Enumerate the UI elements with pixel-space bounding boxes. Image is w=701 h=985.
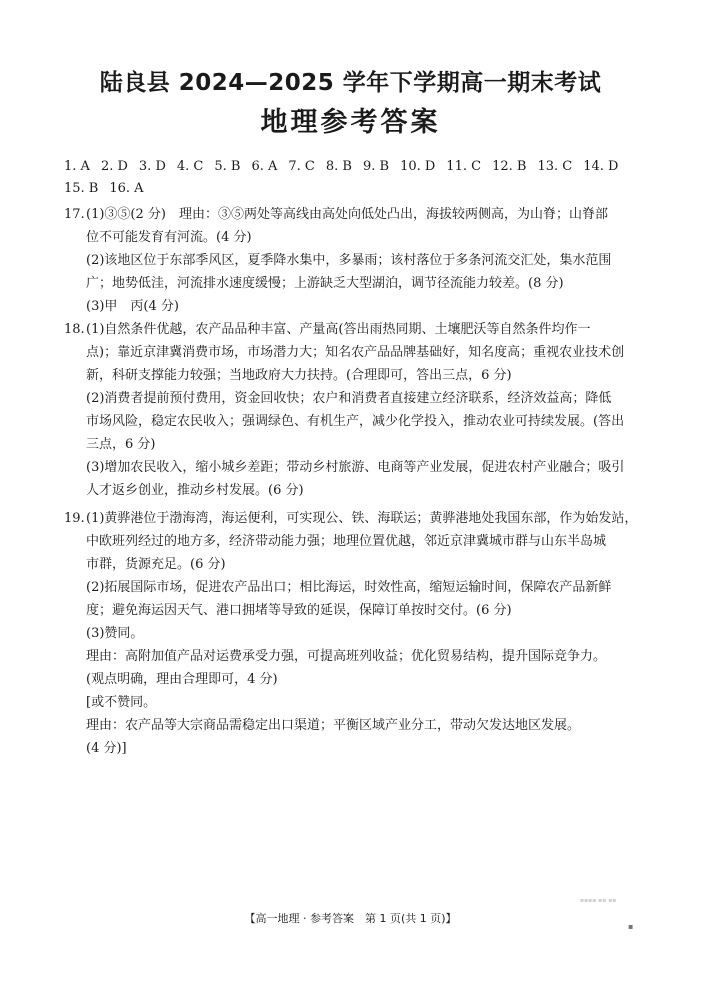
answer-part	[86, 295, 639, 318]
answer-part	[86, 456, 639, 502]
answer-line: 广；地势低洼，河流排水速度缓慢；上游缺乏大型湖泊，调节径流能力较差。(8 分)	[86, 276, 564, 291]
question-17	[64, 203, 639, 318]
answer-line: (4 分)]	[86, 741, 127, 756]
answer-line: 三点，6 分)	[86, 437, 156, 452]
question-number: 19.	[64, 511, 85, 526]
answer-line: (2)消费者提前预付费用，资金回收快；农户和消费者直接建立经济联系，经济效益高；降低	[86, 391, 612, 406]
answer-line: (1)黄骅港位于渤海湾，海运便利，可实现公、铁、海联运；黄骅港地处我国东部，作为始发站，	[86, 511, 638, 526]
answer-line: (1)③⑤(2 分) 理由：③⑤两处等高线由高处向低处凸出，海拔较两侧高，为山脊；山脊部	[86, 207, 608, 222]
answer-part	[86, 576, 639, 622]
answer-line: 中欧班列经过的地方多，经济带动能力强；地理位置优越，邻近京津冀城市群与山东半岛城	[86, 534, 607, 549]
faint-stamp-mark: ▪▪▪▪ ▪▪ ▪▪	[580, 897, 617, 904]
choice-answer: 5. B	[214, 159, 241, 174]
answer-line: 点)；靠近京津冀消费市场，市场潜力大；知名农产品品牌基础好，知名度高；重视农业技术创	[86, 345, 625, 360]
choice-answer: 7. C	[288, 159, 315, 174]
choice-answer: 13. C	[537, 159, 573, 174]
answer-line: (3)增加农民收入，缩小城乡差距；带动乡村旅游、电商等产业发展，促进农村产业融合；吸引	[86, 460, 625, 475]
answer-part	[86, 249, 639, 295]
choice-answer: 3. D	[138, 159, 166, 174]
question-number: 17.	[64, 207, 85, 222]
answer-line: 理由：高附加值产品对运费承受力强，可提高班列收益；优化贸易结构，提升国际竞争力。	[86, 649, 607, 664]
answer-line: 人才返乡创业，推动乡村发展。(6 分)	[86, 483, 304, 498]
answer-part	[86, 691, 639, 714]
answer-line: (观点明确，理由合理即可，4 分)	[86, 672, 278, 687]
choice-answer: 10. D	[400, 159, 436, 174]
answer-line: 理由：农产品等大宗商品需稳定出口渠道；平衡区域产业分工，带动欠发达地区发展。	[86, 718, 581, 733]
answer-line: 度；避免海运因天气、港口拥堵等导致的延误，保障订单按时交付。(6 分)	[86, 603, 512, 618]
answer-line: (1)自然条件优越，农产品品种丰富、产量高(答出雨热同期、土壤肥沃等自然条件均作一	[86, 322, 591, 337]
question-19	[64, 507, 639, 760]
question-18	[64, 318, 639, 502]
corner-mark: ▪	[628, 922, 634, 931]
choice-answer: 2. D	[100, 159, 128, 174]
choice-answer: 9. B	[362, 159, 390, 174]
choice-answer: 14. D	[583, 159, 619, 174]
multiple-choice-answers	[64, 156, 644, 200]
choice-answer: 12. B	[492, 159, 527, 174]
answer-line: [或不赞同。	[86, 695, 157, 710]
answer-line: 位不可能发育有河流。(4 分)	[86, 230, 252, 245]
answer-line: 市场风险，稳定农民收入；强调绿色、有机生产，减少化学投入，推动农业可持续发展。(答出	[86, 414, 625, 429]
answer-part	[86, 387, 639, 456]
choice-answer: 1. A	[64, 159, 90, 174]
answer-part	[86, 507, 639, 576]
answer-line: (2)拓展国际市场，促进农产品出口；相比海运，时效性高，缩短运输时间，保障农产品新鲜	[86, 580, 612, 595]
answer-part	[86, 318, 639, 387]
choice-answer: 16. A	[109, 181, 144, 196]
answer-part	[86, 203, 639, 249]
choice-answer: 4. C	[176, 159, 204, 174]
choice-answer: 8. B	[325, 159, 352, 174]
question-number: 18.	[64, 322, 85, 337]
page-footer: 【高一地理 · 参考答案 第 1 页(共 1 页)】	[244, 912, 457, 925]
answer-part	[86, 622, 639, 645]
answer-line: 新，科研支撑能力较强；当地政府大力扶持。(合理即可，答出三点，6 分)	[86, 368, 512, 383]
choice-row	[64, 178, 644, 200]
answer-part	[86, 645, 639, 691]
answer-line: (3)甲 丙(4 分)	[86, 299, 179, 314]
answer-line: (2)该地区位于东部季风区，夏季降水集中，多暴雨；该村落位于多条河流交汇处，集水范围	[86, 253, 612, 268]
answer-key-title: 地理参考答案	[260, 107, 441, 138]
answer-line: 市群，货源充足。(6 分)	[86, 557, 226, 572]
choice-row	[64, 156, 644, 178]
choice-answer: 15. B	[64, 181, 99, 196]
choice-answer: 6. A	[251, 159, 278, 174]
choice-answer: 11. C	[446, 159, 482, 174]
exam-title: 陆良县 2024—2025 学年下学期高一期末考试	[99, 70, 602, 96]
answer-line: (3)赞同。	[86, 626, 144, 641]
answer-part	[86, 714, 639, 760]
